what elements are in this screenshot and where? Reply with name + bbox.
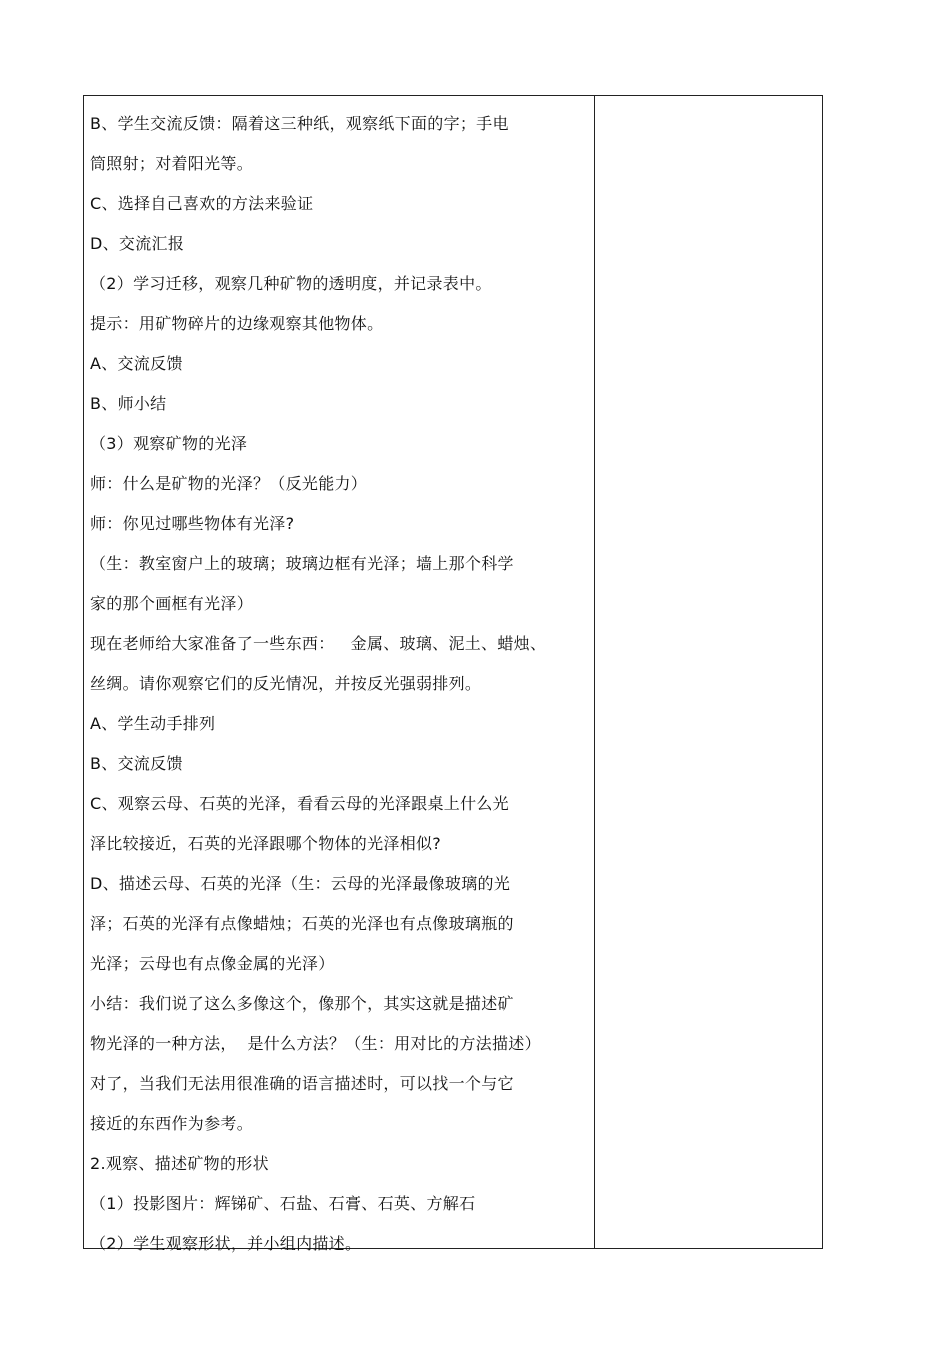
text-line: D、交流汇报 <box>90 234 185 253</box>
text-line: 泽；石英的光泽有点像蜡烛；石英的光泽也有点像玻璃瓶的 <box>90 914 514 933</box>
text-line: 小结：我们说了这么多像这个，像那个，其实这就是描述矿 <box>90 994 514 1013</box>
text-line: 师：什么是矿物的光泽？（反光能力） <box>90 474 368 493</box>
text-line: 师：你见过哪些物体有光泽? <box>90 514 295 533</box>
text-line: （3）观察矿物的光泽 <box>90 434 248 453</box>
text-line: 现在老师给大家准备了一些东西： 金属、玻璃、泥土、蜡烛、 <box>90 634 547 653</box>
text-line: B、学生交流反馈：隔着这三种纸，观察纸下面的字；手电 <box>90 114 509 133</box>
text-line: 物光泽的一种方法， 是什么方法？（生：用对比的方法描述） <box>90 1034 541 1053</box>
text-line: D、描述云母、石英的光泽（生：云母的光泽最像玻璃的光 <box>90 874 511 893</box>
text-line: B、交流反馈 <box>90 754 183 773</box>
text-line: A、学生动手排列 <box>90 714 216 733</box>
text-line: 提示：用矿物碎片的边缘观察其他物体。 <box>90 314 384 333</box>
column-divider <box>594 96 595 1248</box>
text-line: （2）学生观察形状，并小组内描述。 <box>90 1234 362 1253</box>
text-line: C、观察云母、石英的光泽，看看云母的光泽跟桌上什么光 <box>90 794 509 813</box>
text-line: A、交流反馈 <box>90 354 183 373</box>
lesson-table <box>83 95 823 1253</box>
text-line: 泽比较接近，石英的光泽跟哪个物体的光泽相似? <box>90 834 442 853</box>
text-line: 丝绸。请你观察它们的反光情况，并按反光强弱排列。 <box>90 674 482 693</box>
text-line: 筒照射；对着阳光等。 <box>90 154 254 173</box>
text-line: 接近的东西作为参考。 <box>90 1114 254 1133</box>
text-line: （1）投影图片：辉锑矿、石盐、石膏、石英、方解石 <box>90 1194 476 1213</box>
lesson-content-cell <box>90 104 588 1264</box>
text-line: 2.观察、描述矿物的形状 <box>90 1154 269 1173</box>
text-line: 光泽；云母也有点像金属的光泽） <box>90 954 335 973</box>
notes-cell <box>596 96 822 1248</box>
text-line: 家的那个画框有光泽） <box>90 594 254 613</box>
text-line: C、选择自己喜欢的方法来验证 <box>90 194 314 213</box>
text-line: （2）学习迁移，观察几种矿物的透明度，并记录表中。 <box>90 274 492 293</box>
text-line: （生：教室窗户上的玻璃；玻璃边框有光泽；墙上那个科学 <box>90 554 514 573</box>
text-line: B、师小结 <box>90 394 167 413</box>
text-line: 对了，当我们无法用很准确的语言描述时，可以找一个与它 <box>90 1074 514 1093</box>
